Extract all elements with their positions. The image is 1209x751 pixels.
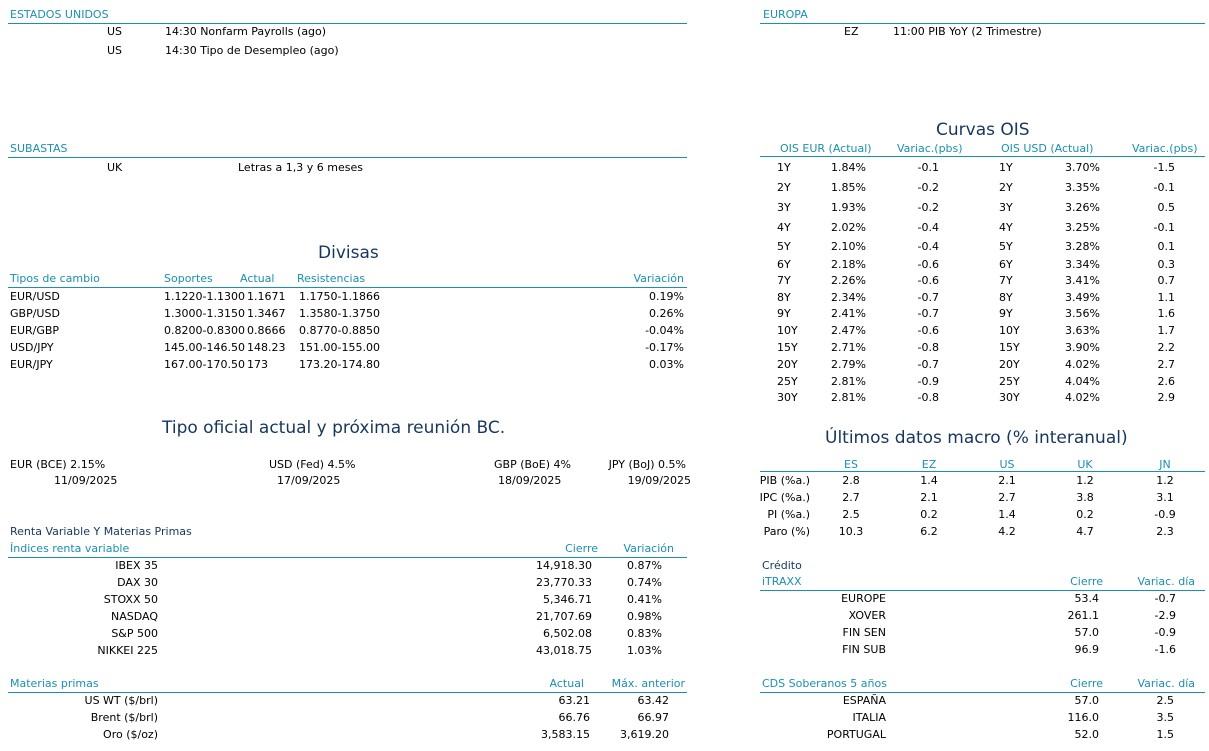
- ois-usd-tenor: 7Y: [999, 274, 1013, 287]
- macro-col-header: ES: [844, 458, 858, 471]
- fx-supports: 0.8200-0.8300: [164, 324, 245, 337]
- macro-value: 1.2: [1076, 474, 1094, 487]
- ois-eur-tenor: 25Y: [777, 375, 798, 388]
- equity-index-name: DAX 30: [117, 576, 158, 589]
- ois-usd-rate: 3.49%: [1065, 291, 1100, 304]
- fx-supports: 1.1220-1.1300: [164, 290, 245, 303]
- commodity-max: 63.42: [637, 694, 669, 707]
- fx-variation: 0.26%: [649, 307, 684, 320]
- credit-close: 96.9: [1074, 643, 1099, 656]
- ois-eur-rate: 2.79%: [831, 358, 866, 371]
- ois-usd-tenor: 1Y: [999, 161, 1013, 174]
- ois-eur-rate: 1.93%: [831, 201, 866, 214]
- ois-usd-rate: 3.35%: [1065, 181, 1100, 194]
- ois-usd-rate: 3.34%: [1065, 258, 1100, 271]
- fx-header-variation: Variación: [633, 272, 684, 285]
- rates-title: Tipo oficial actual y próxima reunión BC.: [162, 418, 506, 438]
- cds-country: ITALIA: [852, 711, 886, 724]
- macro-value: 3.1: [1156, 491, 1174, 504]
- us-event-text: 14:30 Nonfarm Payrolls (ago): [165, 25, 327, 38]
- fx-actual: 1.1671: [247, 290, 286, 303]
- ois-eur-change: -0.7: [917, 291, 939, 304]
- ois-usd-rate: 3.56%: [1065, 307, 1100, 320]
- ois-usd-tenor: 2Y: [999, 181, 1013, 194]
- auction-country: UK: [107, 161, 123, 174]
- macro-value: 2.7: [842, 491, 860, 504]
- credit-index-name: EUROPE: [841, 592, 886, 605]
- ois-eur-rate: 2.34%: [831, 291, 866, 304]
- ois-usd-change: 1.1: [1157, 291, 1175, 304]
- ois-usd-change: 0.5: [1157, 201, 1175, 214]
- equity-close: 21,707.69: [536, 610, 592, 623]
- ois-eur-rate: 1.85%: [831, 181, 866, 194]
- fx-actual: 1.3467: [247, 307, 286, 320]
- ois-usd-tenor: 5Y: [999, 240, 1013, 253]
- ois-eur-change: -0.8: [917, 341, 939, 354]
- fx-variation: 0.03%: [649, 358, 684, 371]
- fx-header-pair: Tipos de cambio: [10, 272, 100, 285]
- equity-variation: 0.83%: [627, 627, 662, 640]
- fx-pair: EUR/USD: [10, 290, 60, 303]
- macro-value: 0.2: [1076, 508, 1094, 521]
- credit-divider: [760, 590, 1205, 591]
- ois-eur-rate: 2.71%: [831, 341, 866, 354]
- rate-date-eur: 11/09/2025: [54, 474, 118, 487]
- ois-header-usd-var: Variac.(pbs): [1132, 142, 1198, 155]
- ois-usd-change: -0.1: [1153, 181, 1175, 194]
- ois-eur-change: -0.6: [917, 258, 939, 271]
- fx-actual: 148.23: [247, 341, 286, 354]
- credit-section-title: Crédito: [762, 559, 802, 572]
- ois-usd-change: 2.2: [1157, 341, 1175, 354]
- europe-section-title: EUROPA: [763, 8, 808, 21]
- credit-close: 261.1: [1067, 609, 1099, 622]
- macro-value: 4.7: [1076, 525, 1094, 538]
- fx-pair: GBP/USD: [10, 307, 60, 320]
- fx-divider: [8, 287, 687, 288]
- ois-usd-change: 2.6: [1157, 375, 1175, 388]
- europe-divider: [760, 23, 1205, 24]
- rate-date-jpy: 19/09/2025: [627, 474, 691, 487]
- ois-eur-tenor: 15Y: [777, 341, 798, 354]
- ois-eur-rate: 2.81%: [831, 391, 866, 404]
- ois-usd-tenor: 15Y: [999, 341, 1020, 354]
- equity-index-name: NIKKEI 225: [97, 644, 158, 657]
- ois-usd-change: 1.7: [1157, 324, 1175, 337]
- macro-value: 2.1: [920, 491, 938, 504]
- macro-value: 0.2: [920, 508, 938, 521]
- us-event-text: 14:30 Tipo de Desempleo (ago): [165, 44, 339, 57]
- credit-variation: -2.9: [1154, 609, 1176, 622]
- ois-usd-tenor: 4Y: [999, 221, 1013, 234]
- cds-close: 116.0: [1067, 711, 1099, 724]
- ois-eur-tenor: 4Y: [777, 221, 791, 234]
- ois-eur-change: -0.6: [917, 324, 939, 337]
- auction-text: Letras a 1,3 y 6 meses: [238, 161, 363, 174]
- auctions-section-title: SUBASTAS: [10, 142, 68, 155]
- us-event-country: US: [107, 25, 123, 38]
- ois-eur-rate: 2.47%: [831, 324, 866, 337]
- ois-eur-tenor: 5Y: [777, 240, 791, 253]
- ois-usd-tenor: 20Y: [999, 358, 1020, 371]
- ois-usd-rate: 4.04%: [1065, 375, 1100, 388]
- rate-date-usd: 17/09/2025: [277, 474, 341, 487]
- ois-eur-change: -0.8: [917, 391, 939, 404]
- equity-close: 6,502.08: [543, 627, 592, 640]
- fx-resistances: 173.20-174.80: [299, 358, 380, 371]
- ois-eur-rate: 2.10%: [831, 240, 866, 253]
- equity-close: 5,346.71: [543, 593, 592, 606]
- cds-header-variation: Variac. día: [1137, 677, 1195, 690]
- ois-eur-rate: 1.84%: [831, 161, 866, 174]
- ois-usd-change: 0.3: [1157, 258, 1175, 271]
- ois-eur-rate: 2.18%: [831, 258, 866, 271]
- europe-event-country: EZ: [844, 25, 859, 38]
- commodities-header-max: Máx. anterior: [611, 677, 685, 690]
- macro-value: 2.7: [998, 491, 1016, 504]
- ois-usd-change: 2.7: [1157, 358, 1175, 371]
- macro-value: 10.3: [838, 525, 864, 538]
- fx-supports: 167.00-170.50: [164, 358, 245, 371]
- ois-eur-tenor: 1Y: [777, 161, 791, 174]
- macro-col-header: US: [999, 458, 1015, 471]
- macro-value: 2.5: [842, 508, 860, 521]
- equity-variation: 0.74%: [627, 576, 662, 589]
- ois-title: Curvas OIS: [936, 120, 1030, 140]
- auctions-divider: [8, 157, 687, 158]
- cds-variation: 3.5: [1156, 711, 1174, 724]
- credit-close: 57.0: [1074, 626, 1099, 639]
- fx-resistances: 1.1750-1.1866: [299, 290, 380, 303]
- ois-usd-change: -1.5: [1153, 161, 1175, 174]
- macro-value: 1.4: [920, 474, 938, 487]
- ois-usd-change: 2.9: [1157, 391, 1175, 404]
- credit-index-name: FIN SEN: [842, 626, 886, 639]
- ois-divider: [760, 156, 1205, 157]
- ois-usd-rate: 3.90%: [1065, 341, 1100, 354]
- macro-divider: [760, 471, 1205, 472]
- us-divider: [8, 23, 687, 24]
- cds-header-close: Cierre: [1070, 677, 1103, 690]
- ois-usd-tenor: 25Y: [999, 375, 1020, 388]
- ois-usd-tenor: 30Y: [999, 391, 1020, 404]
- rate-label-jpy: JPY (BoJ) 0.5%: [608, 458, 686, 471]
- ois-eur-tenor: 30Y: [777, 391, 798, 404]
- cds-variation: 2.5: [1156, 694, 1174, 707]
- credit-close: 53.4: [1074, 592, 1099, 605]
- macro-col-header: EZ: [921, 458, 937, 471]
- cds-variation: 1.5: [1156, 728, 1174, 741]
- credit-header-variation: Variac. día: [1137, 575, 1195, 588]
- macro-col-header: UK: [1077, 458, 1093, 471]
- macro-row-label: IPC (%a.): [759, 491, 810, 504]
- ois-eur-tenor: 20Y: [777, 358, 798, 371]
- ois-usd-tenor: 6Y: [999, 258, 1013, 271]
- macro-value: 3.8: [1076, 491, 1094, 504]
- macro-row-label: PIB (%a.): [759, 474, 810, 487]
- commodity-name: US WT ($/brl): [84, 694, 158, 707]
- ois-usd-change: -0.1: [1153, 221, 1175, 234]
- equity-close: 14,918.30: [536, 559, 592, 572]
- fx-header-resistances: Resistencias: [297, 272, 366, 285]
- fx-resistances: 0.8770-0.8850: [299, 324, 380, 337]
- commodity-name: Oro ($/oz): [103, 728, 158, 741]
- ois-eur-rate: 2.41%: [831, 307, 866, 320]
- equity-index-name: NASDAQ: [110, 610, 158, 623]
- ois-eur-tenor: 10Y: [777, 324, 798, 337]
- ois-usd-change: 1.6: [1157, 307, 1175, 320]
- macro-value: 4.2: [998, 525, 1016, 538]
- ois-eur-change: -0.2: [917, 181, 939, 194]
- rate-label-eur: EUR (BCE) 2.15%: [10, 458, 106, 471]
- ois-eur-tenor: 3Y: [777, 201, 791, 214]
- fx-resistances: 151.00-155.00: [299, 341, 380, 354]
- ois-eur-change: -0.6: [917, 274, 939, 287]
- ois-usd-tenor: 3Y: [999, 201, 1013, 214]
- ois-eur-tenor: 8Y: [777, 291, 791, 304]
- fx-header-supports: Soportes: [164, 272, 213, 285]
- ois-eur-change: -0.1: [917, 161, 939, 174]
- ois-usd-tenor: 9Y: [999, 307, 1013, 320]
- rate-label-usd: USD (Fed) 4.5%: [269, 458, 356, 471]
- commodities-divider: [8, 692, 687, 693]
- ois-eur-rate: 2.81%: [831, 375, 866, 388]
- credit-header-close: Cierre: [1070, 575, 1103, 588]
- ois-usd-tenor: 10Y: [999, 324, 1020, 337]
- equity-index-name: STOXX 50: [103, 593, 158, 606]
- equity-variation: 0.98%: [627, 610, 662, 623]
- fx-pair: USD/JPY: [10, 341, 54, 354]
- rate-date-gbp: 18/09/2025: [498, 474, 562, 487]
- equity-variation: 0.87%: [627, 559, 662, 572]
- ois-eur-tenor: 6Y: [777, 258, 791, 271]
- credit-index-name: FIN SUB: [842, 643, 886, 656]
- equity-close: 43,018.75: [536, 644, 592, 657]
- europe-event-text: 11:00 PIB YoY (2 Trimestre): [893, 25, 1042, 38]
- cds-header-name: CDS Soberanos 5 años: [762, 677, 887, 690]
- credit-variation: -0.9: [1154, 626, 1176, 639]
- ois-header-eur: OIS EUR (Actual): [780, 142, 872, 155]
- equity-header-close: Cierre: [565, 542, 598, 555]
- commodity-max: 66.97: [637, 711, 669, 724]
- rate-label-gbp: GBP (BoE) 4%: [494, 458, 571, 471]
- macro-value: 6.2: [920, 525, 938, 538]
- ois-usd-rate: 3.26%: [1065, 201, 1100, 214]
- ois-usd-rate: 3.70%: [1065, 161, 1100, 174]
- ois-usd-rate: 3.63%: [1065, 324, 1100, 337]
- macro-row-label: Paro (%): [763, 525, 810, 538]
- equity-header-name: Índices renta variable: [10, 542, 130, 555]
- ois-header-eur-var: Variac.(pbs): [897, 142, 963, 155]
- commodity-actual: 66.76: [558, 711, 590, 724]
- fx-variation: 0.19%: [649, 290, 684, 303]
- ois-usd-rate: 3.25%: [1065, 221, 1100, 234]
- fx-supports: 145.00-146.50: [164, 341, 245, 354]
- us-event-country: US: [107, 44, 123, 57]
- fx-pair: EUR/JPY: [10, 358, 53, 371]
- credit-header-name: iTRAXX: [762, 575, 802, 588]
- ois-usd-rate: 4.02%: [1065, 391, 1100, 404]
- credit-variation: -0.7: [1154, 592, 1176, 605]
- ois-usd-change: 0.7: [1157, 274, 1175, 287]
- fx-supports: 1.3000-1.3150: [164, 307, 245, 320]
- fx-title: Divisas: [318, 243, 379, 263]
- equity-header-variation: Variación: [623, 542, 674, 555]
- cds-close: 57.0: [1074, 694, 1099, 707]
- ois-eur-tenor: 2Y: [777, 181, 791, 194]
- ois-usd-rate: 3.41%: [1065, 274, 1100, 287]
- fx-variation: -0.17%: [645, 341, 684, 354]
- ois-eur-rate: 2.02%: [831, 221, 866, 234]
- ois-usd-change: 0.1: [1157, 240, 1175, 253]
- ois-eur-change: -0.7: [917, 307, 939, 320]
- cds-country: ESPAÑA: [842, 694, 886, 707]
- macro-value: 1.4: [998, 508, 1016, 521]
- ois-eur-change: -0.2: [917, 201, 939, 214]
- equity-divider: [8, 557, 687, 558]
- ois-eur-rate: 2.26%: [831, 274, 866, 287]
- ois-usd-rate: 4.02%: [1065, 358, 1100, 371]
- ois-eur-tenor: 9Y: [777, 307, 791, 320]
- commodities-header-actual: Actual: [549, 677, 584, 690]
- ois-header-usd: OIS USD (Actual): [1001, 142, 1094, 155]
- ois-eur-tenor: 7Y: [777, 274, 791, 287]
- ois-eur-change: -0.4: [917, 221, 939, 234]
- ois-eur-change: -0.9: [917, 375, 939, 388]
- credit-index-name: XOVER: [848, 609, 886, 622]
- credit-variation: -1.6: [1154, 643, 1176, 656]
- macro-value: 1.2: [1156, 474, 1174, 487]
- macro-value: -0.9: [1154, 508, 1176, 521]
- cds-country: PORTUGAL: [826, 728, 886, 741]
- cds-divider: [760, 692, 1205, 693]
- macro-row-label: PI (%a.): [767, 508, 810, 521]
- fx-actual: 0.8666: [247, 324, 286, 337]
- fx-resistances: 1.3580-1.3750: [299, 307, 380, 320]
- commodity-max: 3,619.20: [620, 728, 669, 741]
- cds-close: 52.0: [1074, 728, 1099, 741]
- ois-eur-change: -0.7: [917, 358, 939, 371]
- equity-variation: 0.41%: [627, 593, 662, 606]
- commodity-actual: 3,583.15: [541, 728, 590, 741]
- equity-index-name: IBEX 35: [115, 559, 158, 572]
- fx-actual: 173: [247, 358, 268, 371]
- equity-close: 23,770.33: [536, 576, 592, 589]
- commodity-actual: 63.21: [558, 694, 590, 707]
- ois-usd-tenor: 8Y: [999, 291, 1013, 304]
- us-section-title: ESTADOS UNIDOS: [10, 8, 109, 21]
- commodities-header-name: Materias primas: [10, 677, 99, 690]
- equity-variation: 1.03%: [627, 644, 662, 657]
- macro-title: Últimos datos macro (% interanual): [825, 428, 1128, 448]
- macro-value: 2.8: [842, 474, 860, 487]
- equity-section-title: Renta Variable Y Materias Primas: [10, 525, 192, 538]
- commodity-name: Brent ($/brl): [90, 711, 158, 724]
- fx-variation: -0.04%: [645, 324, 684, 337]
- fx-header-actual: Actual: [240, 272, 275, 285]
- macro-value: 2.3: [1156, 525, 1174, 538]
- macro-col-header: JN: [1159, 458, 1171, 471]
- macro-value: 2.1: [998, 474, 1016, 487]
- ois-eur-change: -0.4: [917, 240, 939, 253]
- equity-index-name: S&P 500: [111, 627, 158, 640]
- fx-pair: EUR/GBP: [10, 324, 60, 337]
- ois-usd-rate: 3.28%: [1065, 240, 1100, 253]
